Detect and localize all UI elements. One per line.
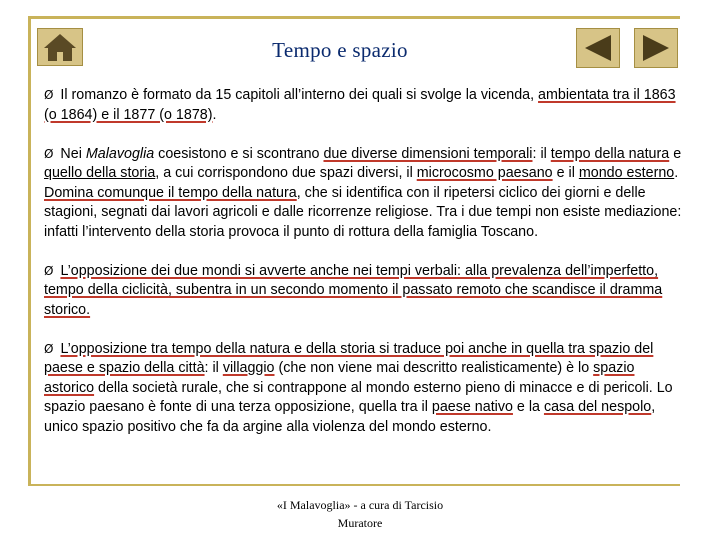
paragraph-text: (che non viene mai descritto realisticamente) è lo xyxy=(274,360,594,376)
home-icon xyxy=(41,31,79,63)
footer-line-2: Muratore xyxy=(337,516,383,530)
paragraph-text: paese nativo xyxy=(431,399,513,415)
arrow-left-icon xyxy=(581,33,615,63)
previous-slide-button[interactable] xyxy=(576,28,620,68)
paragraph-text: : il xyxy=(532,145,551,162)
bullet-arrow-icon: Ø xyxy=(44,341,54,356)
paragraph-text: Domina comunque il tempo della natura xyxy=(44,184,297,201)
paragraph-text: e xyxy=(669,145,682,162)
paragraph-text: . xyxy=(674,165,679,181)
paragraph-text: villaggio xyxy=(222,360,275,376)
slide-content xyxy=(44,86,684,457)
frame-left-border xyxy=(28,16,31,486)
paragraph-text: e il xyxy=(552,165,579,181)
paragraph-text: e la xyxy=(512,399,544,415)
page-title: Tempo e spazio xyxy=(272,38,408,62)
paragraph-text: ambientata tra il 1863 (o 1864) e il 1877 (o 1878) xyxy=(44,87,676,123)
frame-bottom-border xyxy=(28,484,680,486)
paragraph-text: , unico spazio positivo che fa da argine alla violenza del mondo esterno. xyxy=(44,399,656,435)
bullet-paragraph xyxy=(44,340,684,438)
paragraph-text: mondo esterno xyxy=(578,165,675,181)
bullet-arrow-icon: Ø xyxy=(44,146,54,161)
paragraph-text: Malavoglia xyxy=(85,145,155,162)
paragraph-text: casa del nespolo xyxy=(543,399,652,415)
frame-top-border xyxy=(28,16,680,19)
paragraph-text: Nei xyxy=(56,145,86,162)
home-button[interactable] xyxy=(37,28,83,66)
bullet-paragraph xyxy=(44,86,684,125)
bullet-arrow-icon: Ø xyxy=(44,88,54,102)
paragraph-text: , che si identifica con il ripetersi ciclico dei giorni e delle stagioni, segnati dai lavori agricoli e dalle ricorrenze religiose. Tra i due tempi non esiste mediazione: infatti l’intervento della storia provoca il punto di rottura della famiglia Toscano. xyxy=(44,184,682,240)
bullet-paragraph xyxy=(44,145,684,243)
paragraph-text: , a cui corrispondono due spazi diversi, il xyxy=(155,165,417,181)
footer-line-1: «I Malavoglia» - a cura di Tarcisio xyxy=(276,498,444,512)
paragraph-text: L’opposizione tra tempo della natura e della storia si traduce poi anche in quella tra spazio del paese e spazio della città xyxy=(44,340,654,376)
paragraph-text: tempo della natura xyxy=(550,145,670,162)
footer-credit xyxy=(230,496,490,532)
next-slide-button[interactable] xyxy=(634,28,678,68)
arrow-right-icon xyxy=(639,33,673,63)
paragraph-text: . xyxy=(212,106,217,123)
paragraph-text: due diverse dimensioni temporali xyxy=(323,145,533,162)
paragraph-text: della società rurale, che si contrappone al mondo esterno pieno di minacce e di pericoli. Lo spazio paesano è fonte di una terza opposizione, quella tra il xyxy=(44,379,673,415)
paragraph-text: : il xyxy=(204,360,223,376)
paragraph-text: microcosmo paesano xyxy=(416,165,553,181)
bullet-paragraph xyxy=(44,262,684,321)
bullet-arrow-icon: Ø xyxy=(44,263,54,278)
paragraph-text: Il romanzo è formato da 15 capitoli all’interno dei quali si svolge la vicenda, xyxy=(56,87,539,103)
paragraph-text: L’opposizione dei due mondi si avverte anche nei tempi verbali: alla prevalenza dell’imperfetto, tempo della ciclicità, subentra in un secondo momento il passato remoto che scandisce il dramma storico. xyxy=(44,262,663,318)
paragraph-text: quello della storia xyxy=(44,165,156,181)
paragraph-text: spazio astorico xyxy=(44,360,635,396)
paragraph-text: coesistono e si scontrano xyxy=(154,145,324,162)
